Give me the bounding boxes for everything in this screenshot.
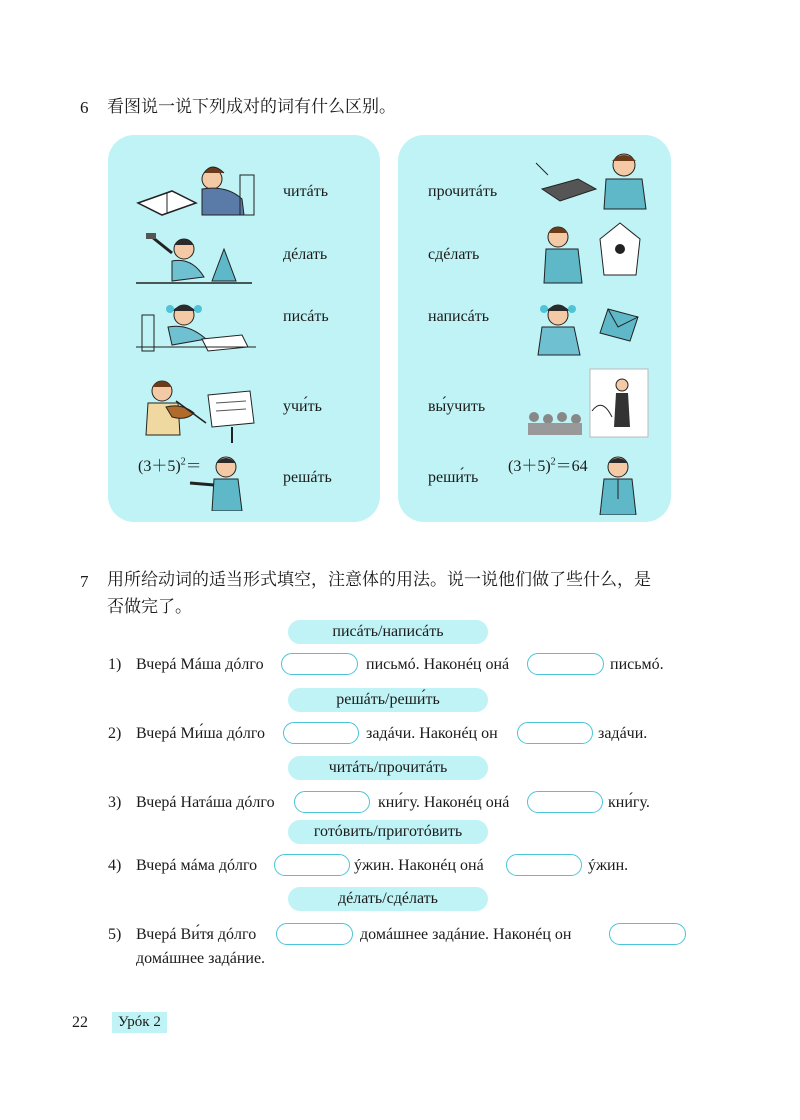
item-2-blank-2[interactable] bbox=[517, 722, 593, 744]
item-1-part-3: письмó. bbox=[610, 656, 664, 673]
item-3-part-2: кни́гу. Наконéц онá bbox=[378, 794, 510, 811]
verb-vyuchit: вы́учить bbox=[428, 398, 486, 415]
verb-pair-5: дéлать/сдéлать bbox=[288, 887, 488, 911]
task-6-number: 6 bbox=[80, 98, 89, 117]
boy-thinking-illustration bbox=[180, 453, 250, 511]
item-4-blank-1[interactable] bbox=[274, 854, 350, 876]
verb-pair-2: решáть/реши́ть bbox=[288, 688, 488, 712]
item-2-part-3: задáчи. bbox=[598, 725, 648, 742]
task-7-instruction-line-1: 用所给动词的适当形式填空，注意体的用法。说一说他们做了些什么，是 bbox=[107, 570, 651, 589]
item-3-part-3: кни́гу. bbox=[608, 794, 650, 811]
verb-napisat: написáть bbox=[428, 308, 490, 325]
verb-chitat: читáть bbox=[283, 183, 328, 200]
boy-violin-illustration bbox=[132, 373, 262, 445]
item-2-part-1: Вчерá Ми́ша дóлго bbox=[136, 725, 266, 742]
item-5-part-2: домáшнее задáние. Наконéц он bbox=[360, 926, 572, 943]
task-6-instruction: 看图说一说下列成对的词有什么区别。 bbox=[107, 97, 396, 116]
item-4-part-3: ýжин. bbox=[588, 857, 629, 874]
girl-making-illustration bbox=[132, 225, 262, 289]
verb-pair-1: писáть/написáть bbox=[288, 620, 488, 644]
item-1-part-2: письмó. Наконéц онá bbox=[366, 656, 510, 673]
item-4-part-2: ýжин. Наконéц онá bbox=[354, 857, 484, 874]
page-number: 22 bbox=[72, 1014, 88, 1031]
verb-prochitat: прочитáть bbox=[428, 183, 498, 200]
verb-reshit: реши́ть bbox=[428, 469, 479, 486]
item-3-number: 3) bbox=[108, 794, 122, 811]
verb-pair-4: готóвить/приготóвить bbox=[288, 820, 488, 844]
item-2-blank-1[interactable] bbox=[283, 722, 359, 744]
item-4-part-1: Вчерá мáма дóлго bbox=[136, 857, 258, 874]
left-formula: $(3+5)^2=$ bbox=[138, 456, 202, 475]
concert-illustration bbox=[522, 367, 650, 439]
item-1-part-1: Вчерá Мáша дóлго bbox=[136, 656, 264, 673]
item-5-blank-2[interactable] bbox=[609, 923, 686, 945]
verb-delat: дéлать bbox=[283, 246, 328, 263]
item-2-part-2: задáчи. Наконéц он bbox=[366, 725, 498, 742]
item-1-blank-1[interactable] bbox=[281, 653, 358, 675]
verb-uchit: учи́ть bbox=[283, 398, 322, 415]
verb-pisat: писáть bbox=[283, 308, 329, 325]
boy-finished-book-illustration bbox=[534, 145, 654, 211]
item-5-part-1: Вчерá Ви́тя дóлго bbox=[136, 926, 257, 943]
verb-sdelat: сдéлать bbox=[428, 246, 480, 263]
item-3-blank-1[interactable] bbox=[294, 791, 370, 813]
girl-writing-illustration bbox=[132, 295, 262, 359]
item-5-number: 5) bbox=[108, 926, 122, 943]
verb-reshat: решáть bbox=[283, 469, 332, 486]
left-picture-panel bbox=[108, 135, 380, 522]
task-7-instruction-line-2: 否做完了。 bbox=[107, 597, 192, 616]
verb-pair-3: читáть/прочитáть bbox=[288, 756, 488, 780]
item-3-part-1: Вчерá Натáша дóлго bbox=[136, 794, 275, 811]
item-5-blank-1[interactable] bbox=[276, 923, 353, 945]
item-5-part-3: домáшнее задáние. bbox=[136, 950, 266, 967]
item-4-number: 4) bbox=[108, 857, 122, 874]
boy-reading-illustration bbox=[132, 155, 262, 219]
right-formula: $(3+5)^2=64$ bbox=[508, 456, 588, 475]
boy-birdhouse-illustration bbox=[538, 219, 648, 285]
item-2-number: 2) bbox=[108, 725, 122, 742]
right-picture-panel bbox=[398, 135, 671, 522]
item-1-number: 1) bbox=[108, 656, 122, 673]
girl-envelope-illustration bbox=[522, 295, 652, 361]
task-7-number: 7 bbox=[80, 572, 89, 591]
boy-solved-illustration bbox=[590, 453, 646, 515]
lesson-label: Урóк 2 bbox=[112, 1012, 167, 1033]
item-4-blank-2[interactable] bbox=[506, 854, 582, 876]
item-1-blank-2[interactable] bbox=[527, 653, 604, 675]
item-3-blank-2[interactable] bbox=[527, 791, 603, 813]
